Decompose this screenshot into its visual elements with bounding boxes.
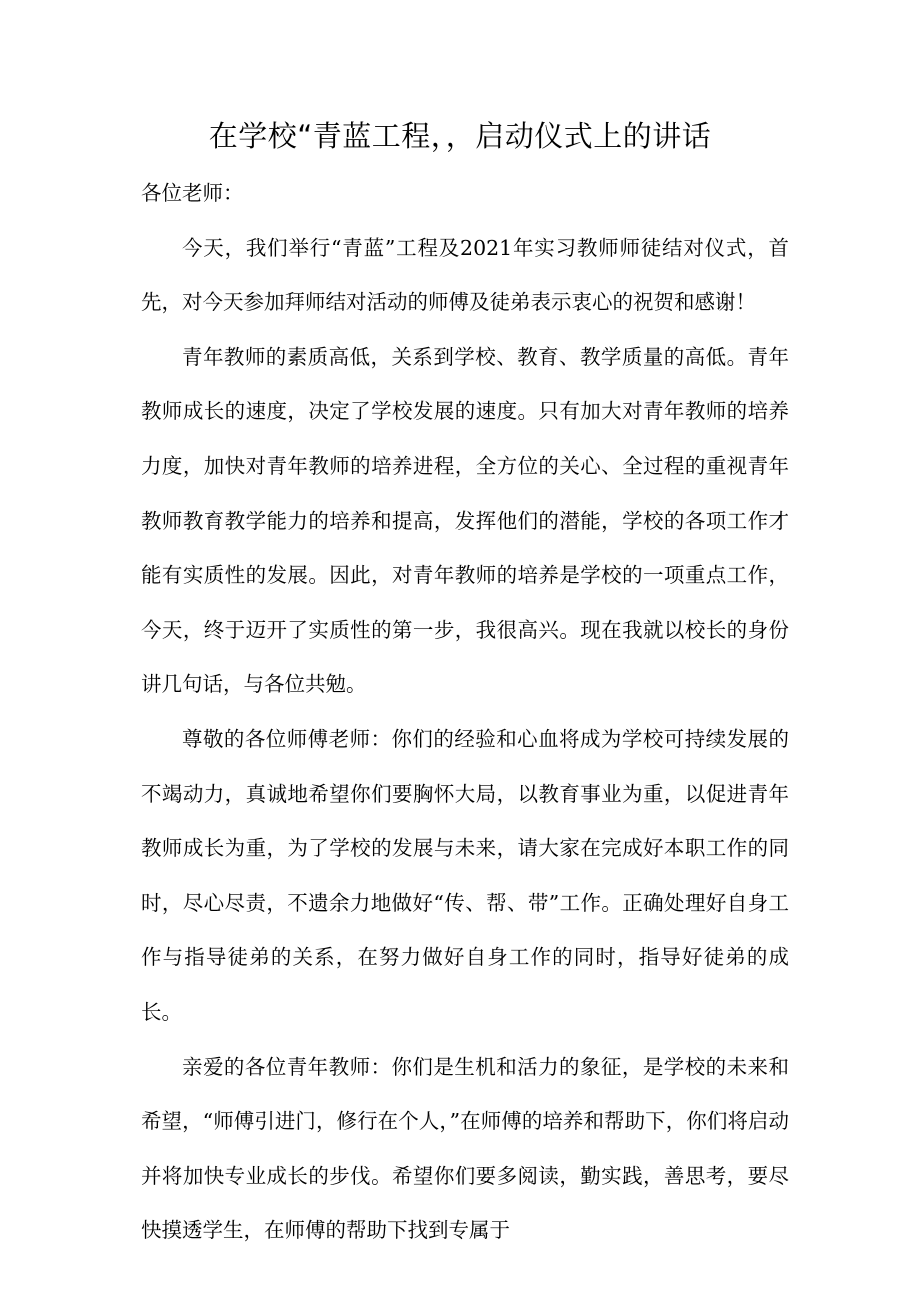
salutation: 各位老师：: [141, 181, 244, 205]
document-body: [141, 166, 789, 1258]
document-title: 在学校“青蓝工程，，启动仪式上的讲话: [208, 119, 712, 153]
paragraph-2: 青年教师的素质高低，关系到学校、教育、教学质量的高低。青年教师成长的速度，决定了学校发展的速度。只有加大对青年教师的培养力度，加快对青年教师的培养进程，全方位的关心、全过程的重视青年教师教育教学能力的培养和提高，发挥他们的潜能，学校的各项工作才能有实质性的发展。因此，对青年教师的培养是学校的一项重点工作，今天，终于迈开了实质性的第一步，我很高兴。现在我就以校长的身份讲几句话，与各位共勉。: [141, 344, 789, 697]
paragraph-1: 今天，我们举行“青蓝”工程及2021年实习教师师徒结对仪式，首先，对今天参加拜师结对活动的师傅及徒弟表示衷心的祝贺和感谢！: [141, 235, 789, 315]
paragraph-3: 尊敬的各位师傅老师：你们的经验和心血将成为学校可持续发展的不竭动力，真诚地希望你们要胸怀大局，以教育事业为重，以促进青年教师成长为重，为了学校的发展与未来，请大家在完成好本职工作的同时，尽心尽责，不遗余力地做好“传、帮、带”工作。正确处理好自身工作与指导徒弟的关系，在努力做好自身工作的同时，指导好徒弟的成长。: [141, 726, 789, 1024]
paragraph-4: 亲爱的各位青年教师：你们是生机和活力的象征，是学校的未来和希望，“师傅引进门，修行在个人，”在师傅的培养和帮助下，你们将启动并将加快专业成长的步伐。希望你们要多阅读，勤实践，善思考，要尽快摸透学生，在师傅的帮助下找到专属于: [141, 1054, 789, 1243]
